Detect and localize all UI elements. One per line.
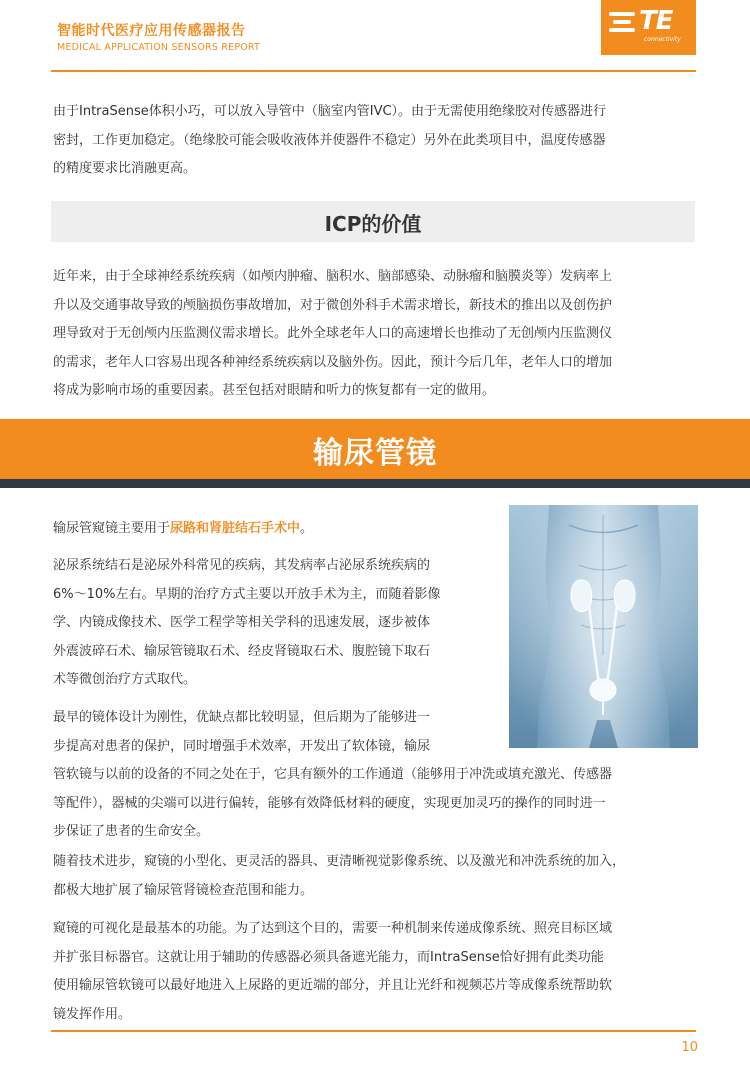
vis-line: 窥镜的可视化是最基本的功能。为了达到这个目的，需要一种机制来传递成像系统、照亮目标区域 [53,921,613,936]
tech-line: 随着技术进步，窥镜的小型化、更灵活的器具、更清晰视觉影像系统、以及激光和冲洗系统的加入， [53,854,626,869]
ureteroscope-intro-paragraph [53,515,493,544]
logo-subtext: connectivity [644,36,681,43]
stones-line: 学、内镜成像技术、医学工程学等相关学科的迅速发展，逐步被体 [53,615,431,630]
flex-line: 步保证了患者的生命安全。 [53,824,210,839]
icp-line: 理导致对于无创颅内压监测仪需求增长。此外全球老年人口的高速增长也推动了无创颅内压监测仪 [53,326,613,341]
page-number: 10 [681,1040,698,1055]
icp-line: 升以及交通事故导致的颅脑损伤事故增加，对于微创外科手术需求增长，新技术的推出以及创伤护 [53,297,613,313]
footer-divider [51,1030,696,1032]
technology-paragraph [53,848,703,905]
flex-line: 等配件），器械的尖端可以进行偏转，能够有效降低材料的硬度，实现更加灵巧的操作的同时进一 [53,795,606,811]
icp-heading: ICP的价值 [324,212,422,236]
visualization-paragraph [53,915,703,1029]
section-banner-underline [0,479,750,488]
vis-line: 使用输尿管软镜可以最好地进入上尿路的更近端的部分，并且让光纤和视频芯片等成像系统帮助软 [53,978,613,993]
intro-line: 的精度要求比消融更高。 [53,161,197,176]
stones-line: 泌尿系统结石是泌尿外科常见的疾病，其发病率占泌尿系统疾病的 [53,558,431,573]
report-title-en: MEDICAL APPLICATION SENSORS REPORT [57,42,261,53]
vis-line: 并扩张目标器官。这就让用于辅助的传感器必须具备遮光能力，而IntraSense恰好拥有此类功能 [53,949,604,965]
urinary-system-illustration [509,505,698,748]
intro-line: 密封，工作更加稳定。（绝缘胶可能会吸收液体并使器件不稳定）另外在此类项目中，温度传感器 [53,132,606,148]
flex-line: 管软镜与以前的设备的不同之处在于，它具有额外的工作通道（能够用于冲洗或填充激光、传感器 [53,767,613,782]
te-connectivity-logo [601,0,696,55]
stones-line: 6%～10%左右。早期的治疗方式主要以开放手术为主，而随着影像 [53,586,441,602]
stones-line: 术等微创治疗方式取代。 [53,672,197,687]
icp-line: 近年来，由于全球神经系统疾病（如颅内肿瘤、脑积水、脑部感染、动脉瘤和脑膜炎等）发病率上 [53,269,613,284]
header-divider [51,70,696,72]
vis-line: 镜发挥作用。 [53,1006,132,1022]
stones-paragraph [53,552,498,695]
icp-paragraph [53,263,703,406]
intro-paragraph [53,98,703,184]
report-title-cn: 智能时代医疗应用传感器报告 [57,23,246,39]
section-title: 输尿管镜 [313,436,437,471]
logo-wordmark: TE [639,6,673,36]
p1-suffix: 。 [300,521,314,536]
icp-heading-box [51,201,695,242]
icp-line: 将成为影响市场的重要因素。甚至包括对眼睛和听力的恢复都有一定的做用。 [53,383,496,398]
icp-line: 的需求，老年人口容易出现各种神经系统疾病以及脑外伤。因此，预计今后几年，老年人口的增加 [53,354,613,370]
stones-line: 外震波碎石术、输尿管镜取石术、经皮肾镜取石术、腹腔镜下取石 [53,643,431,659]
te-logo-mark-icon [609,12,639,34]
flex-line: 最早的镜体设计为刚性，优缺点都比较明显，但后期为了能够进一 [53,710,431,725]
page-header [0,0,750,70]
section-banner [0,419,750,479]
p1-highlight: 尿路和肾脏结石手术中 [170,521,301,536]
flex-line: 步提高对患者的保护，同时增强手术效率，开发出了软体镜，输尿 [53,738,431,754]
tech-line: 都极大地扩展了输尿管肾镜检查范围和能力。 [53,882,314,898]
p1-prefix: 输尿管窥镜主要用于 [53,521,171,536]
intro-line: 由于IntraSense体积小巧，可以放入导管中（脑室内管IVC）。由于无需使用绝缘胶对传感器进行 [53,104,607,119]
